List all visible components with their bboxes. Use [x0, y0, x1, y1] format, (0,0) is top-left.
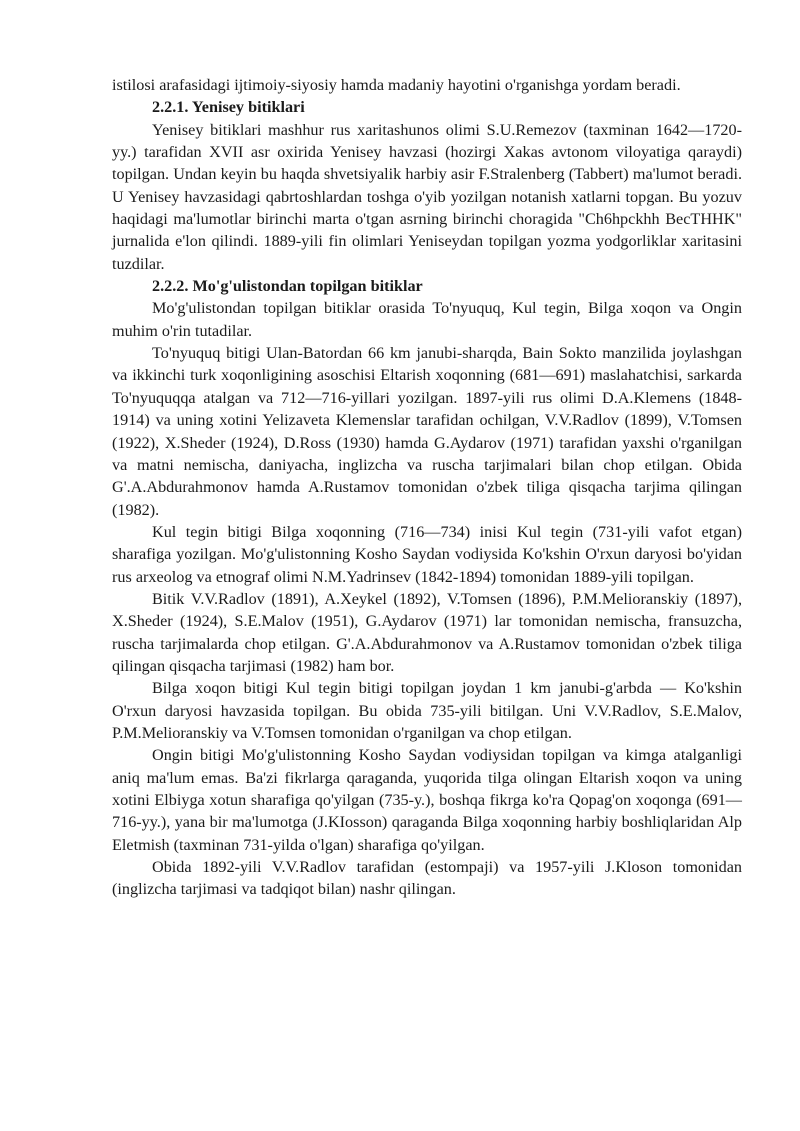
paragraph-ongin: Ongin bitigi Mo'g'ulistonning Kosho Saydan vodiysidan topilgan va kimga atalganligi aniq ma'lum emas. Ba'zi fikrlarga qaraganda, yuqorida tilga olingan Eltarish xoqon va uning xotini Elbiyga xotun sharafiga qo'yilgan (735-y.), boshqa fikrga ko'ra Qopag'on xoqonga (691—716-yy.), yana bir ma'lumotga (J.KIosson) qaraganda Bilga xoqonning harbiy boshliqlaridan Alp Eletmish (taxminan 731-yilda o'lgan) sharafiga qo'yilgan.	[112, 746, 742, 854]
paragraph-bilga-xoqon: Bilga xoqon bitigi Kul tegin bitigi topilgan joydan 1 km janubi-g'arbda — Ko'kshin O'rxun daryosi havzasida topilgan. Bu obida 735-yili bitilgan. Uni V.V.Radlov, S.E.Malov, P.M.Melioranskiy va V.Tomsen tomonidan o'rganilgan va chop etilgan.	[112, 679, 742, 742]
paragraph-mongolia-intro: Mo'g'ulistondan topilgan bitiklar orasida To'nyuquq, Kul tegin, Bilga xoqon va Ongin muhim o'rin tutadilar.	[112, 299, 742, 340]
section-heading-2-2-2: 2.2.2. Mo'g'ulistondan topilgan bitiklar	[152, 277, 423, 296]
paragraph-obida-publication: Obida 1892-yili V.V.Radlov tarafidan (estompaji) va 1957-yili J.Kloson tomonidan (inglizcha tarjimasi va tadqiqot bilan) nashr qilingan.	[112, 858, 742, 899]
paragraph-tonyuquq: To'nyuquq bitigi Ulan-Batordan 66 km janubi-sharqda, Bain Sokto manzilida joylashgan va ikkinchi turk xoqonligining asoschisi Eltarish xoqonning (681—691) maslahatchisi, sarkarda To'nyuquqqa atalgan va 712—716-yillari yozilgan. 1897-yili rus olimi D.A.Klemens (1848-1914) va uning xotini Yelizaveta Klemenslar tarafidan ochilgan, V.V.Radlov (1899), V.Tomsen (1922), X.Sheder (1924), D.Ross (1930) hamda G.Aydarov (1971) tarafidan yaxshi o'rganilgan va matni nemischa, daniyacha, inglizcha va ruscha tarjimalari bilan chop etilgan. Obida G'.A.Abdurahmonov hamda A.Rustamov tomonidan o'zbek tiliga qisqacha tarjima qilingan (1982).	[112, 344, 742, 519]
paragraph-kul-tegin: Kul tegin bitigi Bilga xoqonning (716—734) inisi Kul tegin (731-yili vafot etgan) sharafiga yozilgan. Mo'g'ulistonning Kosho Saydan vodiysida Ko'kshin O'rxun daryosi bo'yidan rus arxeolog va etnograf olimi N.M.Yadrinsev (1842-1894) tomonidan 1889-yili topilgan.	[112, 522, 742, 586]
paragraph-yenisey: Yenisey bitiklari mashhur rus xaritashunos olimi S.U.Remezov (taxminan 1642—1720-yy.) tarafidan XVII asr oxirida Yenisey havzasi (hozirgi Xakas avtonom viloyatiga qaraydi) topilgan. Undan keyin bu haqda shvetsiyalik harbiy asir F.Stralenberg (Tabbert) ma'lumot beradi. U Yenisey havzasidagi qabrtoshlardan toshga o'yib yozilgan notanish xatlarni topgan. Bu yozuv haqidagi ma'lumotlar birinchi marta o'tgan asrning birinchi choragida "Ch6hpckhh BecTHHK" jurnalida e'lon qilindi. 1889-yili fin olimlari Yeniseydan topilgan yozma yodgorliklar xaritasini tuzdilar.	[112, 120, 742, 273]
paragraph-bitik-editions: Bitik V.V.Radlov (1891), A.Xeykel (1892), V.Tomsen (1896), P.M.Melioranskiy (1897), X.Sheder (1924), S.E.Malov (1951), G.Aydarov (1971) lar tomonidan nemischa, fransuzcha, ruscha tarjimalarda chop etilgan. G'.A.Abdurahmonov va A.Rustamov tomonidan o'zbek tiliga qilingan qisqacha tarjimasi (1982) ham bor.	[112, 589, 742, 675]
section-heading-2-2-1: 2.2.1. Yenisey bitiklari	[152, 98, 305, 117]
paragraph-continuation: istilosi arafasidagi ijtimoiy-siyosiy hamda madaniy hayotini o'rganishga yordam beradi.	[112, 76, 681, 94]
document-page	[112, 74, 742, 901]
